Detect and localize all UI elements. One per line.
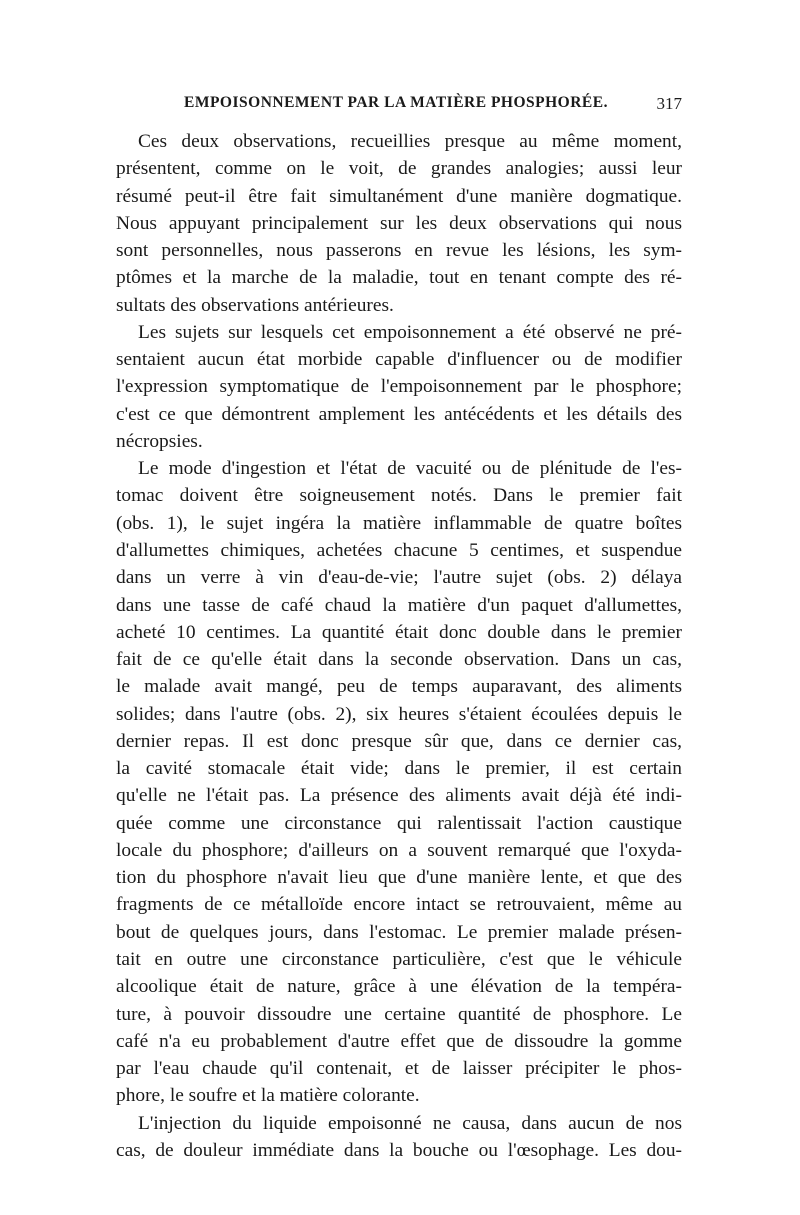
- text-line: sentaient aucun état morbide capable d'influencer ou de modifier: [116, 349, 682, 371]
- text-line: tomac doivent être soigneusement notés. Dans le premier fait: [116, 485, 682, 507]
- text-line: bout de quelques jours, dans l'estomac. Le premier malade présen-: [116, 921, 682, 943]
- text-line: tion du phosphore n'avait lieu que d'une manière lente, et que des: [116, 867, 682, 889]
- text-line: café n'a eu probablement d'autre effet que de dissoudre la gomme: [116, 1030, 682, 1052]
- text-line: ture, à pouvoir dissoudre une certaine quantité de phosphore. Le: [116, 1003, 682, 1025]
- text-line: d'allumettes chimiques, achetées chacune 5 centimes, et suspendue: [116, 539, 682, 561]
- running-head: [116, 94, 682, 118]
- page-number: 317: [656, 94, 682, 113]
- text-line: solides; dans l'autre (obs. 2), six heures s'étaient écoulées depuis le: [116, 703, 682, 725]
- text-line: dernier repas. Il est donc presque sûr que, dans ce dernier cas,: [116, 730, 682, 752]
- text-line: locale du phosphore; d'ailleurs on a souvent remarqué que l'oxyda-: [116, 839, 682, 861]
- text-line: Le mode d'ingestion et l'état de vacuité ou de plénitude de l'es-: [138, 458, 682, 480]
- text-line: l'expression symptomatique de l'empoisonnement par le phosphore;: [116, 376, 682, 398]
- text-line: ptômes et la marche de la maladie, tout en tenant compte des ré-: [116, 267, 682, 289]
- text-line: par l'eau chaude qu'il contenait, et de laisser précipiter le phos-: [116, 1058, 682, 1080]
- text-line: L'injection du liquide empoisonné ne causa, dans aucun de nos: [138, 1112, 682, 1134]
- text-line: alcoolique était de nature, grâce à une élévation de la tempéra-: [116, 976, 682, 998]
- text-line: le malade avait mangé, peu de temps auparavant, des aliments: [116, 676, 682, 698]
- text-line: c'est ce que démontrent amplement les antécédents et les détails des: [116, 403, 682, 425]
- text-line: Nous appuyant principalement sur les deux observations qui nous: [116, 212, 682, 234]
- text-line: tait en outre une circonstance particulière, c'est que le véhicule: [116, 948, 682, 970]
- text-line: quée comme une circonstance qui ralentissait l'action caustique: [116, 812, 682, 834]
- text-line: phore, le soufre et la matière colorante.: [116, 1085, 420, 1107]
- text-line: Les sujets sur lesquels cet empoisonnement a été observé ne pré-: [138, 321, 682, 343]
- text-line: sultats des observations antérieures.: [116, 294, 394, 316]
- text-line: fait de ce qu'elle était dans la seconde observation. Dans un cas,: [116, 649, 682, 671]
- text-line: présentent, comme on le voit, de grandes analogies; aussi leur: [116, 158, 682, 180]
- text-line: Ces deux observations, recueillies presque au même moment,: [138, 131, 682, 152]
- text-line: nécropsies.: [116, 430, 203, 452]
- text-line: dans un verre à vin d'eau-de-vie; l'autre sujet (obs. 2) délaya: [116, 567, 682, 589]
- body-text: [116, 128, 682, 1164]
- text-line: acheté 10 centimes. La quantité était donc double dans le premier: [116, 621, 682, 643]
- text-line: qu'elle ne l'était pas. La présence des aliments avait déjà été indi-: [116, 785, 682, 807]
- text-line: la cavité stomacale était vide; dans le premier, il est certain: [116, 758, 682, 780]
- running-title: EMPOISONNEMENT PAR LA MATIÈRE PHOSPHORÉE.: [184, 94, 608, 111]
- text-line: dans une tasse de café chaud la matière d'un paquet d'allumettes,: [116, 594, 682, 616]
- text-line: (obs. 1), le sujet ingéra la matière inflammable de quatre boîtes: [116, 512, 682, 534]
- text-line: résumé peut-il être fait simultanément d'une manière dogmatique.: [116, 185, 682, 207]
- text-line: cas, de douleur immédiate dans la bouche ou l'œsophage. Les dou-: [116, 1139, 682, 1161]
- text-line: sont personnelles, nous passerons en revue les lésions, les sym-: [116, 240, 682, 262]
- text-line: fragments de ce métalloïde encore intact se retrouvaient, même au: [116, 894, 682, 916]
